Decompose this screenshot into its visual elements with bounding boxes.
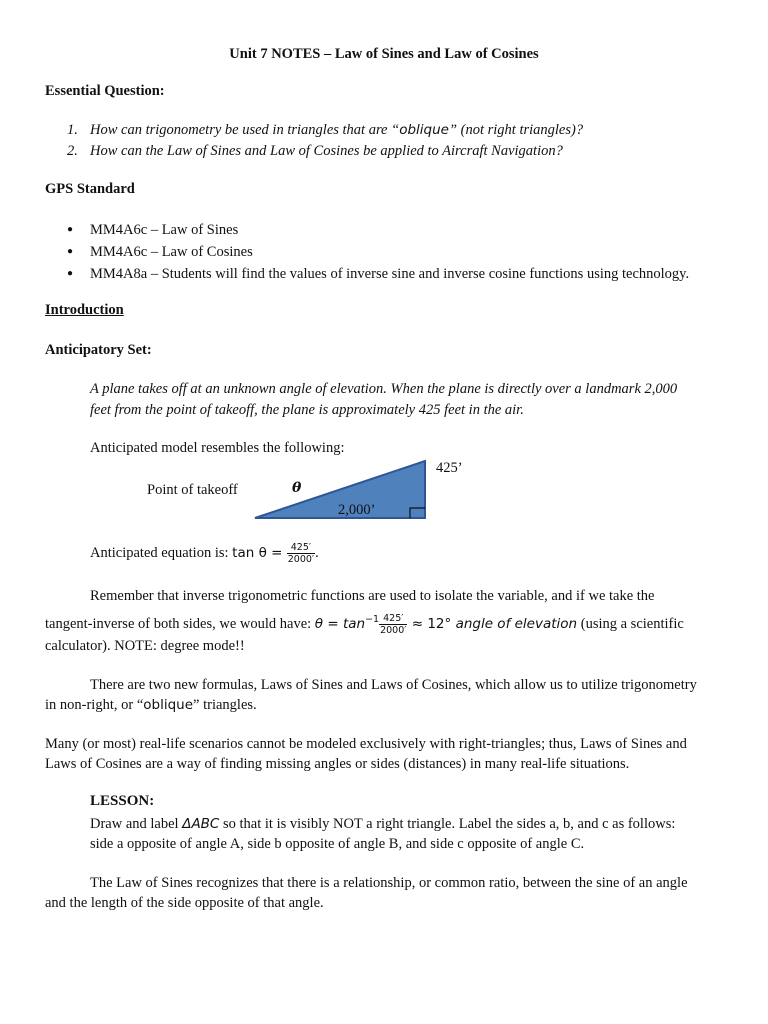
inverse-superscript: −1 [365,614,380,625]
fraction-denominator: 2000′ [287,554,315,565]
gps-item-3 [90,264,689,284]
remember-line-2 [45,610,684,636]
equation-fraction [287,542,315,565]
essential-question-heading: Essential Question: [45,83,165,99]
standard-code: MM4A8a [90,266,148,282]
equation-lhs: tan θ = [232,544,287,561]
many-line-1: Many (or most) real-life scenarios cannot be modeled exclusively with right-triangles; thus, Laws of Sines and [45,736,687,752]
remember-line-1: Remember that inverse trigonometric functions are used to isolate the variable, and if we take the [90,588,655,604]
essential-question-2 [67,141,563,161]
angle-of-elevation-words: angle of elevation [455,615,578,632]
bullet-icon: ● [67,268,74,279]
standard-code: MM4A6c [90,244,148,260]
scenario-line-1: A plane takes off at an unknown angle of elevation. When the plane is directly over a landmark 2,000 [90,381,678,397]
remember-fraction [379,613,407,636]
two-formulas-after: ” triangles. [193,697,257,713]
model-text: Anticipated model resembles the following: [90,440,345,456]
list-number: 2. [67,143,78,159]
triangle-abc-notation: ΔABC [182,816,220,832]
essential-question-1-before: How can trigonometry be used in triangles that are “ [90,122,400,138]
page-title: Unit 7 NOTES – Law of Sines and Law of Cosines [229,46,539,62]
height-label: 425’ [436,460,463,476]
essential-question-1-after: ” (not right triangles)? [448,122,584,138]
lesson-line-1-before: Draw and label [90,816,183,832]
scenario-line-2: feet from the point of takeoff, the plane is approximately 425 feet in the air. [90,402,524,418]
standard-code: MM4A6c [90,222,148,238]
fraction-numerator: 425′ [287,542,315,554]
list-number: 1. [67,122,78,138]
remember-line-3: calculator). NOTE: degree mode!! [45,638,245,654]
gps-item-1 [90,220,238,240]
lesson-heading: LESSON: [90,793,155,809]
remember-line-2-before: tangent-inverse of both sides, we would have: [45,615,315,632]
lesson-line-2: side a opposite of angle A, side b opposite of angle B, and side c opposite of angle C. [90,836,585,852]
oblique-term: oblique [143,697,194,713]
standard-text: – Law of Cosines [147,244,253,260]
law-of-sines-line-2: and the length of the side opposite of that angle. [45,895,324,911]
base-label: 2,000’ [338,502,376,518]
two-formulas-before: in non-right, or “ [45,697,144,713]
takeoff-label: Point of takeoff [147,482,238,498]
equation-text: Anticipated equation is: [90,544,233,561]
gps-standard-heading: GPS Standard [45,181,135,197]
fraction-numerator: 425′ [379,613,407,625]
approx-value: ≈ 12° [407,615,456,632]
standard-text: – Law of Sines [147,222,239,238]
bullet-icon: ● [67,246,74,257]
gps-item-2 [90,242,253,262]
theta-angle-label: θ [292,480,302,496]
lesson-line-1 [90,814,675,834]
standard-text: – Students will find the values of inverse sine and inverse cosine functions using technology. [147,266,690,282]
two-formulas-line-1: There are two new formulas, Laws of Sines and Laws of Cosines, which allow us to utilize trigonometry [90,677,697,693]
anticipatory-set-heading: Anticipatory Set: [45,342,152,358]
oblique-term: oblique [399,122,449,138]
two-formulas-line-2 [45,695,257,715]
essential-question-2-text: How can the Law of Sines and Law of Cosines be applied to Aircraft Navigation? [90,143,563,159]
law-of-sines-line-1: The Law of Sines recognizes that there is a relationship, or common ratio, between the sine of an angle [90,875,688,891]
many-line-2: Laws of Cosines are a way of finding missing angles or sides (distances) in many real-life situations. [45,756,630,772]
lesson-line-1-after: so that it is visibly NOT a right triangle. Label the sides a, b, and c as follows: [219,816,676,832]
introduction-heading: Introduction [45,302,124,318]
remember-line-2-after: (using a scientific [577,615,684,632]
inverse-tangent-expression: θ = tan [314,615,366,632]
equation-end: . [315,544,319,561]
bullet-icon: ● [67,224,74,235]
essential-question-1 [67,120,584,140]
fraction-denominator: 2000′ [380,625,407,636]
equation-line [90,542,319,565]
